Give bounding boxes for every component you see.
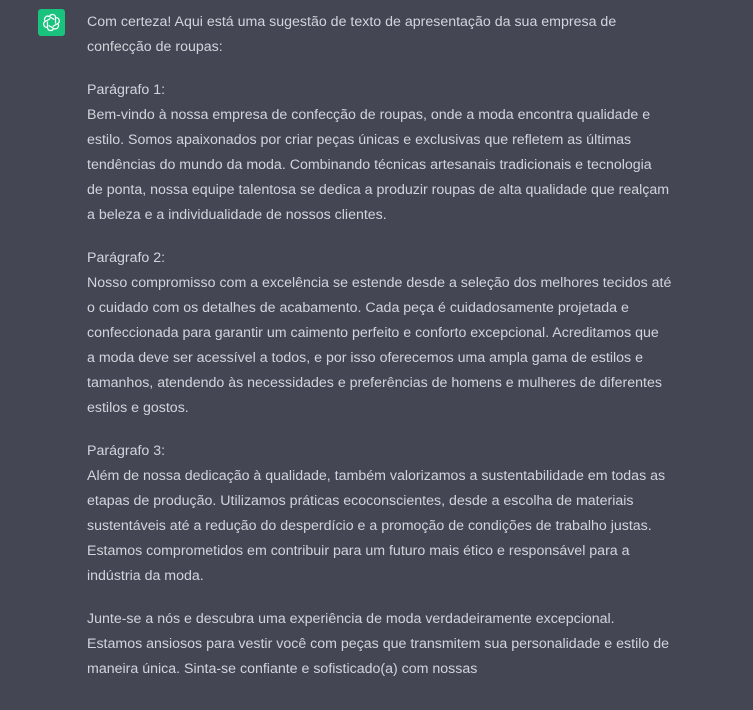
- text-line: tamanhos, atendendo às necessidades e preferências de homens e mulheres de diferentes: [87, 375, 662, 391]
- assistant-message-text: [87, 10, 682, 682]
- text-line: tendências do mundo da moda. Combinando técnicas artesanais tradicionais e tecnologia: [87, 157, 652, 173]
- intro-paragraph: [87, 10, 682, 60]
- text-line: estilo. Somos apaixonados por criar peças únicas e exclusivas que refletem as últimas: [87, 132, 632, 148]
- text-line: Junte-se a nós e descubra uma experiência de moda verdadeiramente excepcional.: [87, 611, 615, 627]
- text-line: Com certeza! Aqui está uma sugestão de texto de apresentação da sua empresa de: [87, 14, 617, 30]
- text-line: etapas de produção. Utilizamos práticas ecoconscientes, desde a escolha de materiais: [87, 493, 634, 509]
- text-line: a beleza e a individualidade de nossos clientes.: [87, 207, 387, 223]
- text-line: de ponta, nossa equipe talentosa se dedica a produzir roupas de alta qualidade que realçam: [87, 182, 670, 198]
- text-line: Bem-vindo à nossa empresa de confecção de roupas, onde a moda encontra qualidade e: [87, 107, 651, 123]
- paragraph-2: [87, 246, 682, 421]
- text-line: estilos e gostos.: [87, 400, 189, 416]
- assistant-avatar: [38, 9, 65, 36]
- paragraph-heading: Parágrafo 3:: [87, 443, 166, 459]
- text-line: maneira única. Sinta-se confiante e sofisticado(a) com nossas: [87, 661, 478, 677]
- text-line: o cuidado com os detalhes de acabamento. Cada peça é cuidadosamente projetada e: [87, 300, 629, 316]
- text-line: Além de nossa dedicação à qualidade, também valorizamos a sustentabilidade em todas as: [87, 468, 666, 484]
- text-line: Estamos comprometidos em contribuir para um futuro mais ético e responsável para a: [87, 543, 630, 559]
- text-line: confeccionada para garantir um caimento perfeito e conforto excepcional. Acreditamos que: [87, 325, 659, 341]
- paragraph-3: [87, 439, 682, 589]
- text-line: Estamos ansiosos para vestir você com peças que transmitem sua personalidade e estilo de: [87, 636, 669, 652]
- text-line: a moda deve ser acessível a todos, e por isso oferecemos uma ampla gama de estilos e: [87, 350, 643, 366]
- text-line: indústria da moda.: [87, 568, 204, 584]
- text-line: confecção de roupas:: [87, 39, 223, 55]
- paragraph-heading: Parágrafo 2:: [87, 250, 166, 266]
- closing-paragraph: [87, 607, 682, 682]
- text-line: Nosso compromisso com a excelência se estende desde a seleção dos melhores tecidos até: [87, 275, 672, 291]
- openai-logo-icon: [41, 12, 62, 33]
- paragraph-1: [87, 78, 682, 228]
- text-line: sustentáveis até a redução do desperdício e a promoção de condições de trabalho justas.: [87, 518, 652, 534]
- paragraph-heading: Parágrafo 1:: [87, 82, 166, 98]
